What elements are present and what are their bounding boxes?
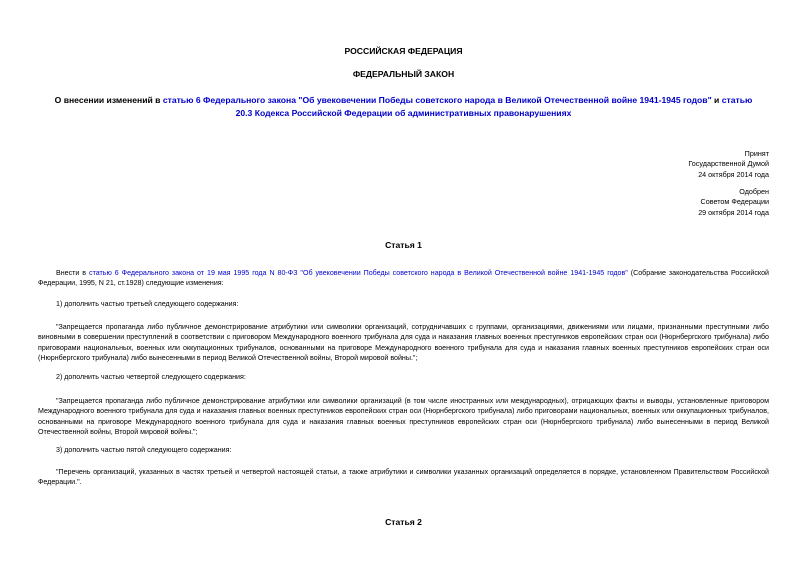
accepted-label: Принят <box>744 149 769 158</box>
title-prefix: О внесении изменений в <box>54 95 163 105</box>
intro-suffix: (Собрание законодательства Российской Федерации, 1995, N 21, ст.1928) следующие изменения: <box>38 269 769 288</box>
approved-by: Советом Федерации <box>700 197 769 207</box>
article-1-heading: Статья 1 <box>385 240 422 250</box>
item-1: 1) дополнить частью третьей следующего содержания: <box>56 300 239 308</box>
adoption-duma <box>688 149 769 180</box>
quote-1: "Запрещается пропаганда либо публичное демонстрирование атрибутики или символики организаций, сотрудничавших с группами, организациями, движениями или лицами, признанными преступными либо виновными в совершении преступлений в соответствии с приговором Международного военного трибунала для суда и наказания главных военных преступников европейских стран оси (Нюрнбергского трибунала) либо приговорами национальных, военных или оккупационных трибуналов, основанными на приговоре Международного военного трибунала для суда и наказания главных военных преступников европейских стран оси (Нюрнбергского трибунала) либо вынесенными в период Великой Отечественной войны, Второй мировой войны."; <box>38 323 769 363</box>
accepted-date: 24 октября 2014 года <box>698 169 769 179</box>
title-link-koap[interactable]: 20.3 Кодекса Российской Федерации об административных правонарушениях <box>235 108 572 118</box>
item-2: 2) дополнить частью четвертой следующего содержания: <box>56 373 246 381</box>
law-title <box>30 94 777 120</box>
approved-label: Одобрен <box>739 187 769 196</box>
article-1-intro <box>38 268 769 289</box>
article-2-heading: Статья 2 <box>385 517 422 527</box>
doc-type-heading: ФЕДЕРАЛЬНЫЙ ЗАКОН <box>352 69 455 79</box>
title-link-article-6[interactable]: статью 6 Федерального закона "Об увековечении Победы советского народа в Великой Отечественной войне 1941-1945 годов" <box>162 95 712 105</box>
quote-2: "Запрещается пропаганда либо публичное демонстрирование атрибутики или символики организаций (в том числе иностранных или международных), отрицающих факты и выводы, установленные приговором Международного военного трибунала для суда и наказания главных военных преступников европейских стран оси (Нюрнбергского трибунала) либо приговорами национальных, военных или оккупационных трибуналов, основанными на приговоре Международного военного трибунала для суда и наказания главных военных преступников европейских стран оси (Нюрнбергского трибунала) либо вынесенными в период Великой Отечественной войны, Второй мировой войны."; <box>38 397 769 437</box>
adoption-federation-council <box>698 187 769 218</box>
approved-date: 29 октября 2014 года <box>698 207 769 217</box>
intro-link-law-80fz[interactable]: статью 6 Федерального закона от 19 мая 1995 года N 80-ФЗ "Об увековечении Победы советского народа в Великой Отечественной войне 1941-1945 годов" <box>89 269 628 277</box>
accepted-by: Государственной Думой <box>688 159 769 169</box>
country-heading: РОССИЙСКАЯ ФЕДЕРАЦИЯ <box>344 46 463 56</box>
title-middle: и <box>711 95 722 105</box>
quote-3: "Перечень организаций, указанных в частях третьей и четвертой настоящей статьи, а также атрибутики и символики указанных организаций определяется в порядке, установленном Правительством Российской Федерации.". <box>38 468 769 487</box>
item-3: 3) дополнить частью пятой следующего содержания: <box>56 446 232 454</box>
intro-prefix: Внести в <box>56 269 90 277</box>
title-link-article-20-3[interactable]: статью <box>721 95 753 105</box>
